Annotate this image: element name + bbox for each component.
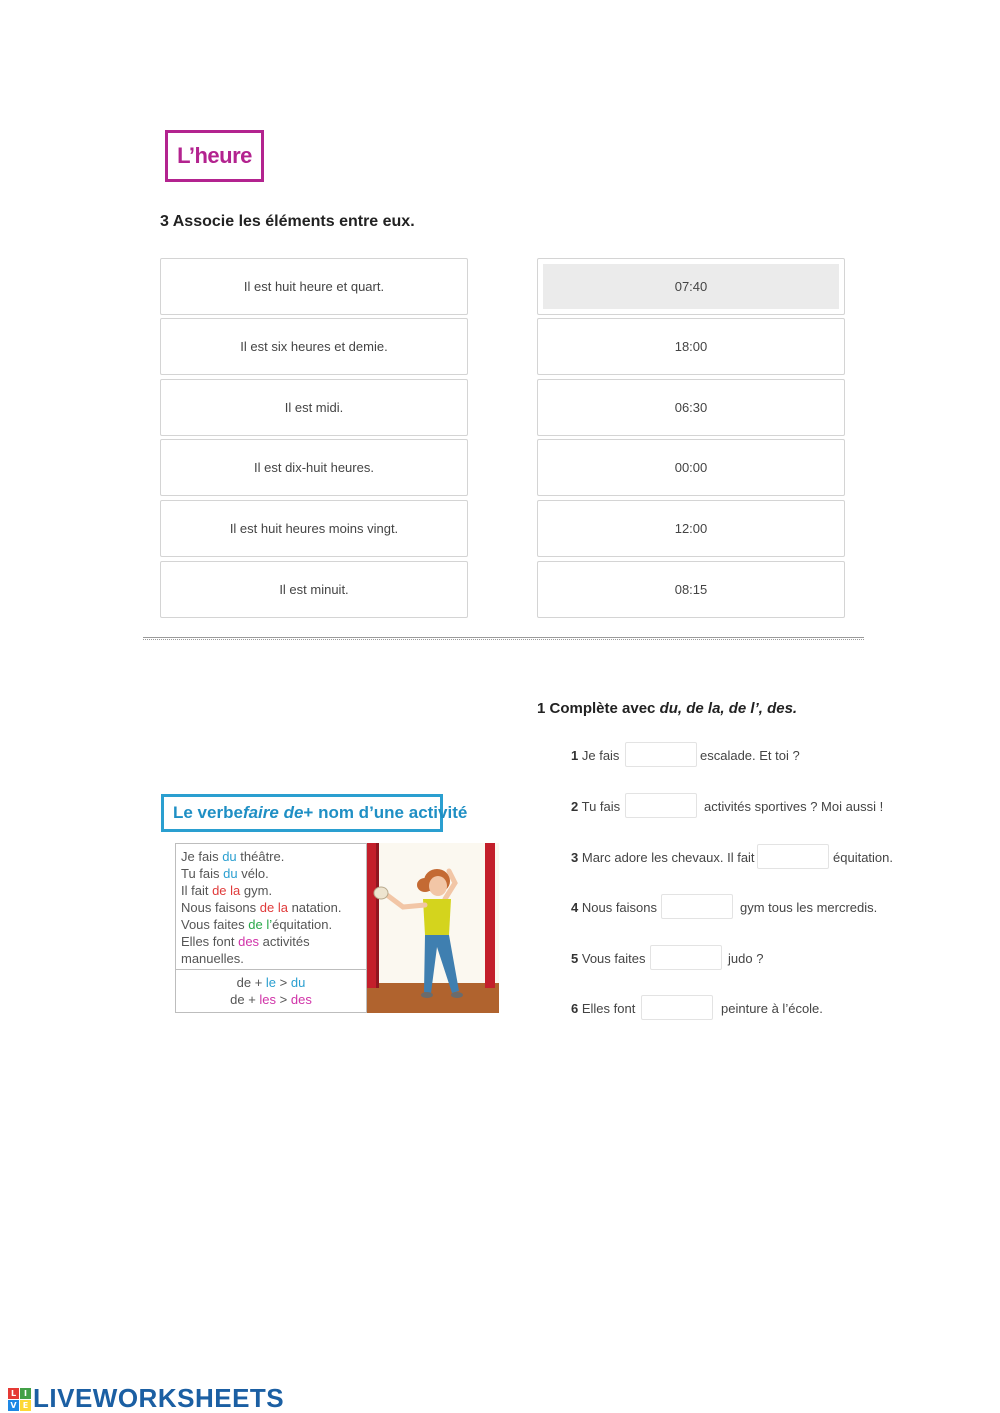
- grammar-line: Nous faisons de la natation.: [181, 900, 342, 915]
- grammar-rule: de + le > du: [236, 975, 306, 990]
- answer-field[interactable]: [757, 844, 829, 869]
- sentence-before: Marc adore les chevaux. Il fait: [581, 850, 755, 865]
- exercise1-heading-prefix: 1 Complète avec: [537, 700, 660, 717]
- fill-sentence: [571, 850, 755, 865]
- match-left-item[interactable]: [160, 379, 468, 436]
- sentence-after: gym tous les mercredis.: [740, 900, 878, 915]
- exercise1-heading: [537, 700, 797, 717]
- match-right-item[interactable]: [537, 258, 845, 315]
- sentence-number: 5: [571, 951, 579, 966]
- sentence-before: Elles font: [581, 1001, 636, 1016]
- grammar-table: [175, 843, 367, 1013]
- grammar-title-italic: faire de: [242, 803, 304, 822]
- fill-sentence: [571, 748, 619, 763]
- match-right-item[interactable]: [537, 318, 845, 375]
- sentence-number: 6: [571, 1001, 579, 1016]
- liveworksheets-logo: [8, 1383, 284, 1413]
- page-title: L’heure: [177, 143, 252, 168]
- grammar-examples: [176, 844, 366, 971]
- sentence-after: activités sportives ? Moi aussi !: [704, 799, 884, 814]
- answer-field[interactable]: [625, 742, 697, 767]
- answer-field[interactable]: [625, 793, 697, 818]
- grammar-title-part: Le verbe: [173, 803, 243, 822]
- sentence-after: judo ?: [728, 951, 764, 966]
- match-left-label: Il est dix-huit heures.: [254, 460, 374, 475]
- match-left-item[interactable]: [160, 561, 468, 618]
- exercise1-heading-italic: du, de la, de l’, des.: [659, 700, 798, 717]
- match-right-label: 06:30: [674, 400, 708, 415]
- match-left-item[interactable]: [160, 500, 468, 557]
- match-right-label: 08:15: [674, 582, 708, 597]
- sentence-before: Nous faisons: [581, 900, 658, 915]
- sentence-number: 3: [571, 850, 579, 865]
- sentence-after: escalade. Et toi ?: [700, 748, 800, 763]
- match-left-label: Il est huit heure et quart.: [243, 279, 385, 294]
- fill-sentence: [571, 799, 620, 814]
- match-right-label: 00:00: [674, 460, 708, 475]
- match-right-label: 07:40: [543, 264, 839, 309]
- grammar-line: Tu fais du vélo.: [181, 866, 269, 881]
- grammar-rule: de + les > des: [230, 992, 312, 1007]
- grammar-line: manuelles.: [181, 951, 244, 966]
- answer-field[interactable]: [661, 894, 733, 919]
- logo-text: LIVEWORKSHEETS: [33, 1383, 285, 1413]
- match-left-label: Il est minuit.: [279, 582, 349, 597]
- sentence-after: peinture à l’école.: [721, 1001, 823, 1016]
- match-left-item[interactable]: [160, 258, 468, 315]
- sentence-number: 1: [571, 748, 579, 763]
- fill-sentence: [571, 951, 645, 966]
- match-right-item[interactable]: [537, 561, 845, 618]
- sentence-before: Tu fais: [581, 799, 621, 814]
- match-right-item[interactable]: [537, 500, 845, 557]
- grammar-line: Il fait de la gym.: [181, 883, 273, 898]
- match-left-label: Il est midi.: [284, 400, 344, 415]
- sentence-before: Vous faites: [581, 951, 646, 966]
- match-left-label: Il est huit heures moins vingt.: [229, 521, 399, 536]
- match-right-item[interactable]: [537, 439, 845, 496]
- match-left-item[interactable]: [160, 439, 468, 496]
- match-right-label: 12:00: [674, 521, 708, 536]
- grammar-line: Elles font des activités: [181, 934, 310, 949]
- grammar-title: [161, 794, 468, 832]
- section-divider: [143, 637, 864, 640]
- match-left-item[interactable]: [160, 318, 468, 375]
- match-right-item[interactable]: [537, 379, 845, 436]
- exercise3-heading: 3 Associe les éléments entre eux.: [160, 213, 415, 230]
- grammar-title-part: + nom d’une activité: [303, 803, 468, 822]
- logo-squares-icon: L I V E: [8, 1388, 30, 1410]
- grammar-rules: [176, 969, 366, 1013]
- answer-field[interactable]: [650, 945, 722, 970]
- page-title-box: [165, 130, 264, 182]
- sentence-number: 4: [571, 900, 579, 915]
- match-left-label: Il est six heures et demie.: [240, 339, 388, 354]
- answer-field[interactable]: [641, 995, 713, 1020]
- grammar-reference: [161, 794, 501, 1014]
- sentence-number: 2: [571, 799, 579, 814]
- fill-sentence: [571, 1001, 635, 1016]
- sentence-after: équitation.: [833, 850, 893, 865]
- grammar-line: Vous faites de l’équitation.: [181, 917, 333, 932]
- match-right-label: 18:00: [674, 339, 708, 354]
- girl-illustration: [367, 843, 499, 1013]
- sentence-before: Je fais: [581, 748, 620, 763]
- fill-sentence: [571, 900, 657, 915]
- grammar-line: Je fais du théâtre.: [181, 849, 285, 864]
